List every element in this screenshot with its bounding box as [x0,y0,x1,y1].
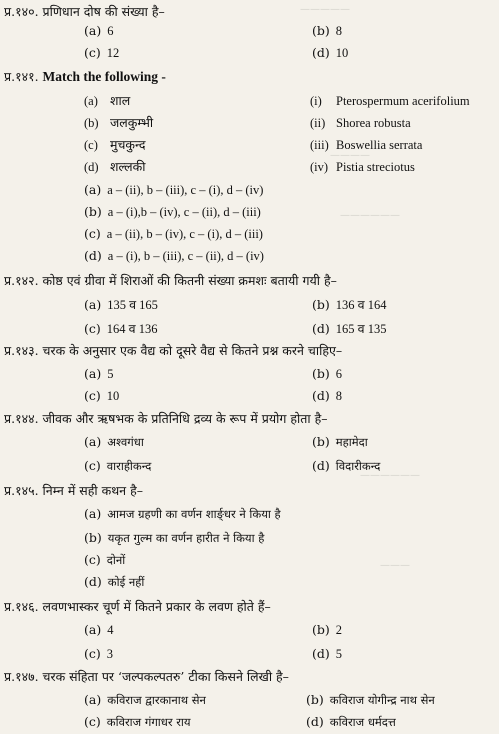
question-text: कोष्ठ एवं ग्रीवा में शिराओं की कितनी संख्या क्रमशः बतायी गयी है– [42,273,337,288]
option-b[interactable]: (b) यकृत गुल्म का वर्णन हारीत ने किया है [84,530,265,545]
question-142 [4,272,337,289]
option-b[interactable]: (b) a – (i),b – (iv), c – (ii), d – (iii) [84,204,261,219]
option-a[interactable]: (a) अश्वगंधा [84,434,144,449]
option-c[interactable]: (c) 12 [84,45,120,60]
option-a[interactable]: (a) कविराज द्वारकानाथ सेन [84,692,206,707]
question-144 [4,410,327,427]
option-c[interactable]: (c) a – (ii), b – (iv), c – (i), d – (iii) [84,226,263,241]
question-number: प्र.१४२. [4,273,39,288]
question-text: लवणभास्कर चूर्ण में कितने प्रकार के लवण होते हैं– [42,599,271,614]
option-d[interactable]: (d) विदारीकन्द [312,458,381,473]
option-b[interactable]: (b) 136 व 164 [312,297,387,312]
option-c[interactable]: (c) 10 [84,388,120,403]
option-c[interactable]: (c) वाराहीकन्द [84,458,152,473]
question-140 [4,3,165,20]
bleed-through-text: —————— [360,470,420,481]
question-145 [4,482,143,499]
option-c[interactable]: (c) 164 व 136 [84,321,158,336]
question-number: प्र.१४७. [4,669,39,684]
option-a[interactable]: (a) 4 [84,622,114,637]
option-c[interactable]: (c) दोनों [84,552,126,567]
question-text: जीवक और ऋषभक के प्रतिनिधि द्रव्य के रूप में प्रयोग होता है– [42,411,328,426]
question-146 [4,598,271,615]
option-d[interactable]: (d) 165 व 135 [312,321,387,336]
question-text: निम्न में सही कथन है– [42,483,143,498]
option-b[interactable]: (b) कविराज योगीन्द्र नाथ सेन [306,692,435,707]
match-right-iii: (iii) Boswellia serrata [310,138,423,152]
option-a[interactable]: (a) 135 व 165 [84,297,158,312]
question-143 [4,342,342,359]
option-c[interactable]: (c) 3 [84,646,114,661]
question-number: प्र.१४४. [4,411,39,426]
option-d[interactable]: (d) 5 [312,646,343,661]
question-number: प्र.१४०. [4,4,39,19]
match-left-d: (d) शल्लकी [84,160,146,174]
match-left-a: (a) शाल [84,94,131,108]
option-b[interactable]: (b) 8 [312,23,343,38]
bleed-through-text: —————— [340,210,400,221]
bleed-through-text: ————— [300,4,350,15]
option-a[interactable]: (a) आमज ग्रहणी का वर्णन शार्ङ्धर ने किया है [84,506,281,521]
option-b[interactable]: (b) 2 [312,622,343,637]
match-left-b: (b) जलकुम्भी [84,116,154,130]
option-b[interactable]: (b) महामेदा [312,434,368,449]
option-a[interactable]: (a) a – (ii), b – (iii), c – (i), d – (iv) [84,182,264,197]
option-d[interactable]: (d) 8 [312,388,343,403]
option-a[interactable]: (a) 5 [84,366,114,381]
bleed-through-text: ——— [380,560,410,571]
question-147 [4,668,289,685]
match-right-i: (i) Pterospermum acerifolium [310,94,470,108]
question-141 [4,68,166,85]
option-d[interactable]: (d) कविराज धर्मदत्त [306,714,396,729]
option-d[interactable]: (d) कोई नहीं [84,574,145,589]
option-d[interactable]: (d) 10 [312,45,349,60]
option-b[interactable]: (b) 6 [312,366,343,381]
question-number: प्र.१४५. [4,483,39,498]
option-c[interactable]: (c) कविराज गंगाधर राय [84,714,191,729]
question-text: चरक संहिता पर ‘जल्पकल्पतरु’ टीका किसने लिखी है– [42,669,289,684]
match-right-iv: (iv) Pistia streciotus [310,160,415,174]
match-left-c: (c) मुचकुन्द [84,138,146,152]
option-d[interactable]: (d) a – (i), b – (iii), c – (ii), d – (iv) [84,248,264,263]
question-text: Match the following - [42,69,166,84]
question-text: प्रणिधान दोष की संख्या है– [42,4,165,19]
question-text: चरक के अनुसार एक वैद्य को दूसरे वैद्य से कितने प्रश्न करने चाहिए– [42,343,343,358]
question-number: प्र.१४६. [4,599,39,614]
option-a[interactable]: (a) 6 [84,23,114,38]
match-right-ii: (ii) Shorea robusta [310,116,411,130]
question-number: प्र.१४१. [4,69,39,84]
question-number: प्र.१४३. [4,343,39,358]
bleed-through-text: ———— [330,150,370,161]
